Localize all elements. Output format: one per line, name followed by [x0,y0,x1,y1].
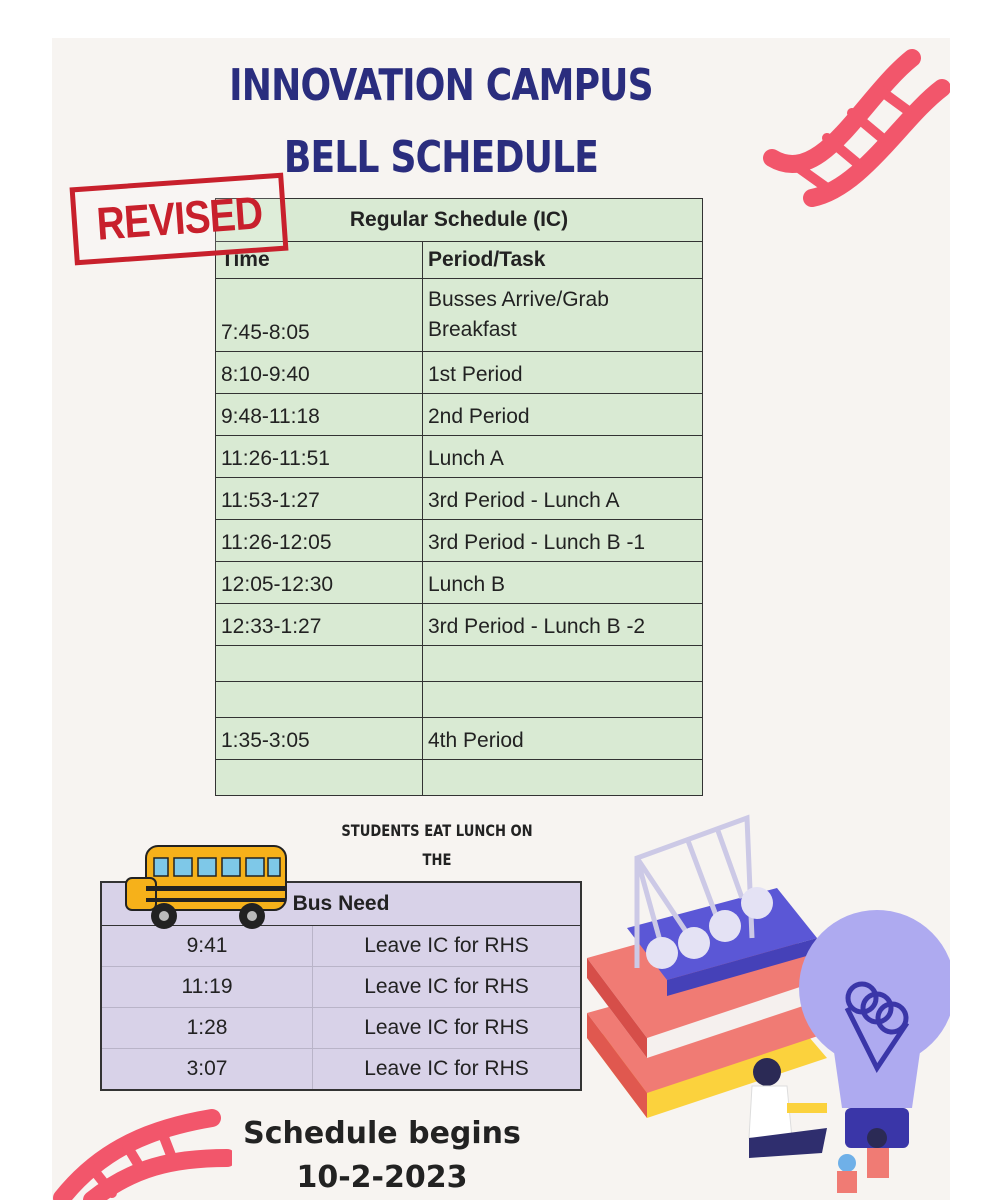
column-header-period: Period/Task [423,242,703,279]
education-illustration [577,808,950,1200]
bus-time-cell: 1:28 [101,1008,313,1049]
table-row [216,478,703,520]
table-row [216,646,703,682]
table-row [216,394,703,436]
task-cell: Busses Arrive/Grab Breakfast [423,279,703,352]
bus-action-cell: Leave IC for RHS [313,926,582,967]
task-cell: Lunch A [423,436,703,478]
time-cell [216,760,423,796]
table-row [101,1008,581,1049]
time-cell: 11:26-12:05 [216,520,423,562]
table-row [216,718,703,760]
time-cell: 11:26-11:51 [216,436,423,478]
revised-stamp [70,173,289,266]
bus-time-cell: 3:07 [101,1049,313,1091]
task-cell: 4th Period [423,718,703,760]
table-row [216,562,703,604]
task-cell: 1st Period [423,352,703,394]
school-bus-icon [124,838,296,938]
table-row [216,604,703,646]
schedule-start-note [212,1112,552,1200]
task-cell [423,646,703,682]
schedule-begins-label: Schedule begins [243,1116,521,1151]
books-icon [587,888,827,1118]
dna-icon [52,1088,232,1200]
time-cell: 7:45-8:05 [216,279,423,352]
lunch-note-line1: STUDENTS EAT LUNCH ON THE [341,821,533,869]
time-cell: 12:05-12:30 [216,562,423,604]
time-cell: 9:48-11:18 [216,394,423,436]
time-cell: 12:33-1:27 [216,604,423,646]
time-cell: 1:35-3:05 [216,718,423,760]
table-row [216,436,703,478]
table-row [216,760,703,796]
table-row [101,1049,581,1091]
task-cell: Lunch B [423,562,703,604]
table-row [216,520,703,562]
table-row [216,682,703,718]
page-title-line1: INNOVATION CAMPUS [229,60,653,111]
revised-stamp-text: REVISED [94,186,264,250]
table-row [216,352,703,394]
bus-action-cell: Leave IC for RHS [313,1008,582,1049]
task-cell: 3rd Period - Lunch B -1 [423,520,703,562]
task-cell: 3rd Period - Lunch A [423,478,703,520]
task-cell: 2nd Period [423,394,703,436]
page-title-line2: BELL SCHEDULE [283,132,599,183]
bus-action-cell: Leave IC for RHS [313,967,582,1008]
task-cell [423,682,703,718]
schedule-table-title: Regular Schedule (IC) [216,199,703,242]
task-cell: 3rd Period - Lunch B -2 [423,604,703,646]
bus-time-cell: 11:19 [101,967,313,1008]
table-row [216,279,703,352]
flyer-page [52,38,950,1200]
task-cell [423,760,703,796]
regular-schedule-table [215,198,703,796]
bus-time-cell: 9:41 [101,926,313,967]
time-cell: 8:10-9:40 [216,352,423,394]
column-header-time: Time [216,242,423,279]
schedule-begins-date: 10-2-2023 [296,1160,468,1195]
table-row [101,967,581,1008]
time-cell [216,646,423,682]
time-cell: 11:53-1:27 [216,478,423,520]
time-cell [216,682,423,718]
bus-need-title: Bus Need [101,882,581,926]
bus-action-cell: Leave IC for RHS [313,1049,582,1091]
